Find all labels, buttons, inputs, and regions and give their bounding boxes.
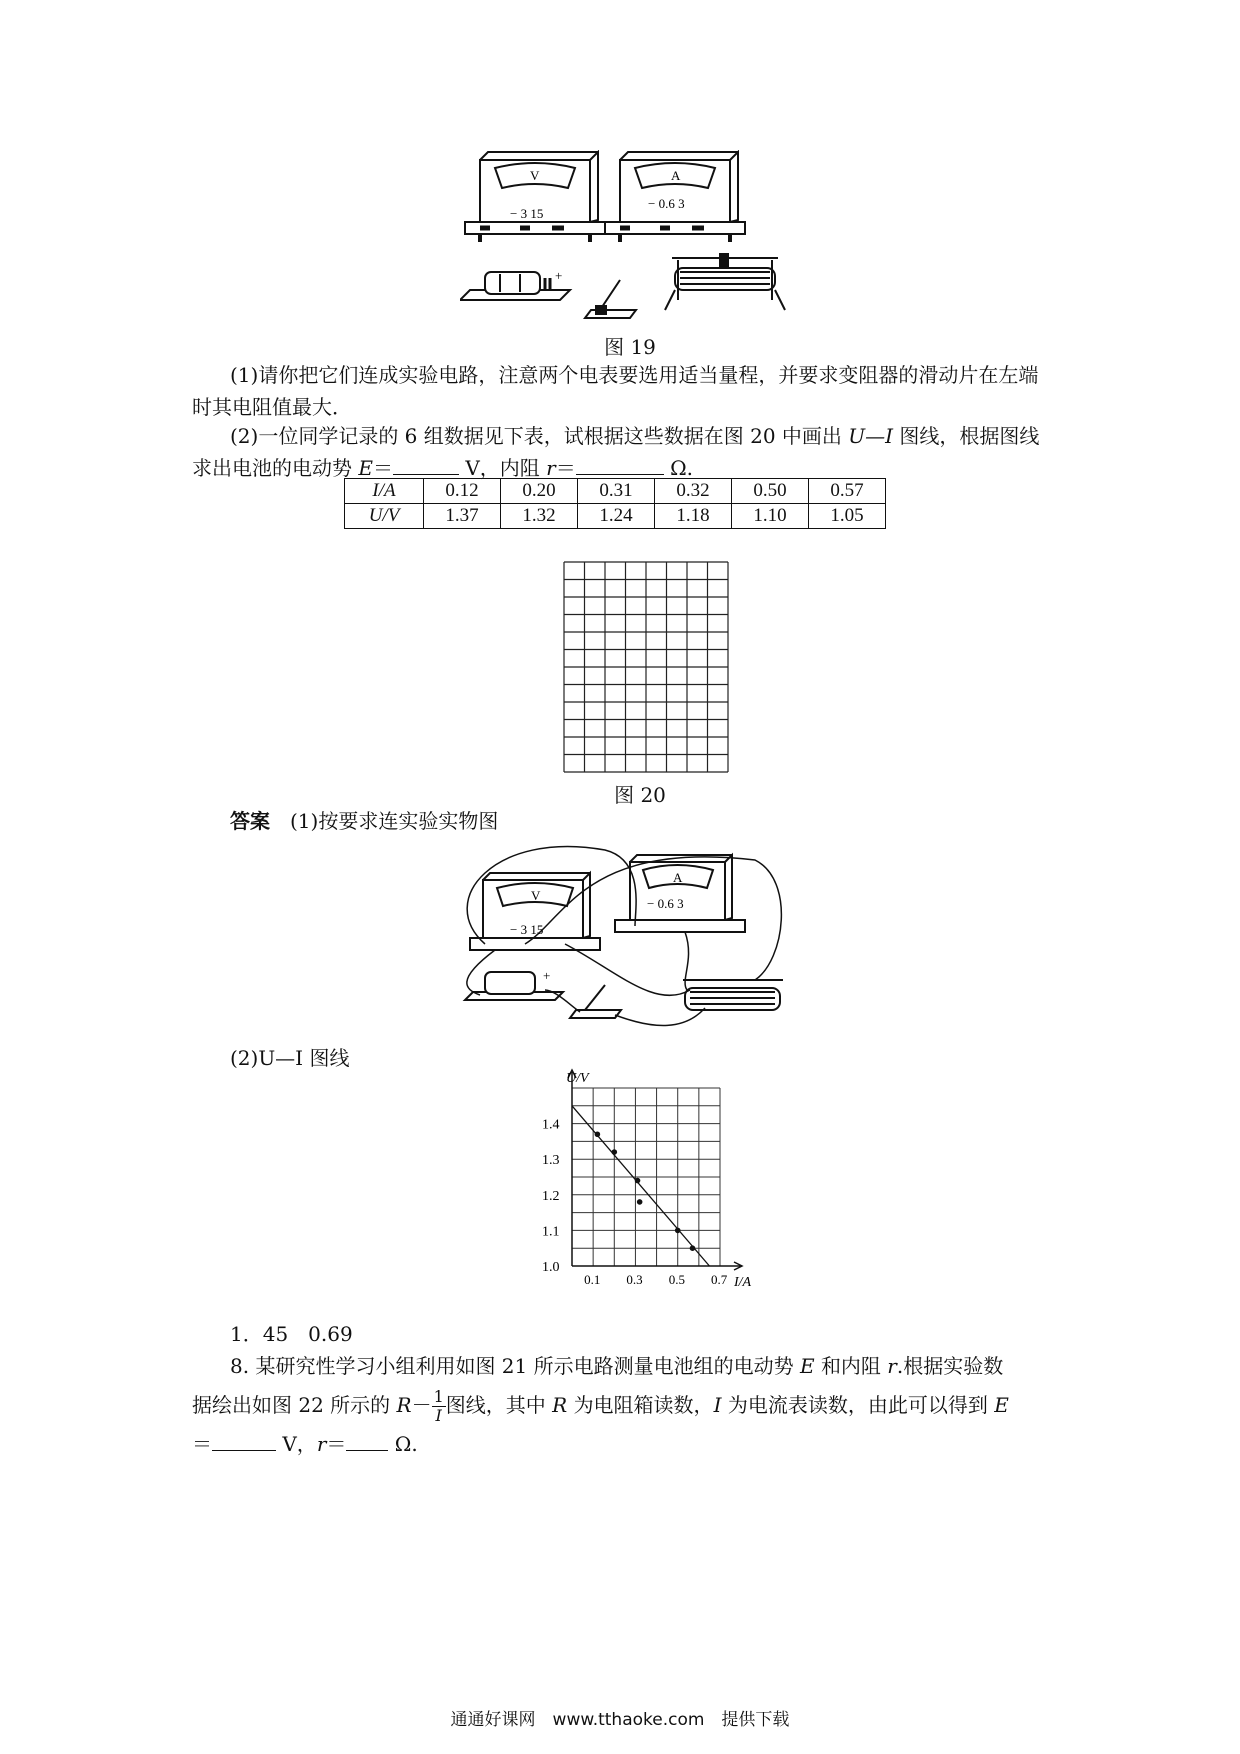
table-cell: 1.24 — [578, 504, 655, 529]
q8-line2-prefix: 据绘出如图 22 所示的 — [192, 1393, 391, 1417]
q8-i-var: I — [713, 1393, 722, 1417]
emf-symbol: E — [358, 456, 373, 480]
fit-line — [572, 1106, 709, 1266]
q8-frac-minus: － — [411, 1393, 432, 1417]
resistance-answer-blank[interactable] — [576, 456, 664, 475]
x-axis-label: I/A — [734, 1275, 752, 1290]
data-point — [611, 1149, 617, 1155]
q8-frac-r: R — [396, 1393, 412, 1417]
battery-drawing — [460, 272, 570, 300]
q8-ohm-unit: Ω. — [394, 1432, 418, 1456]
x-tick-label: 0.1 — [584, 1272, 601, 1287]
q8-line1-suffix: .根据实验数 — [896, 1354, 1004, 1378]
table-cell: 1.05 — [809, 504, 886, 529]
q8-emf-blank[interactable] — [212, 1432, 276, 1451]
table-cell: 0.57 — [809, 479, 886, 504]
q8-frac-numerator: 1 — [433, 1387, 444, 1406]
data-point — [635, 1178, 641, 1184]
question-part-1: (1)请你把它们连成实验电路，注意两个电表要选用适当量程，并要求变阻器的滑动片在左端时其电阻值最大． — [192, 363, 1039, 419]
q8-fraction — [432, 1388, 446, 1425]
q8-line2-mid2: 为电阻箱读数， — [573, 1393, 714, 1417]
answer-circuit-diagram — [455, 840, 840, 1040]
battery-plus-sign: + — [555, 268, 563, 283]
q8-equals-2: ＝ — [326, 1432, 347, 1456]
table-cell: 1.18 — [655, 504, 732, 529]
figure-19-apparatus — [460, 150, 840, 340]
q8-equals: ＝ — [192, 1432, 212, 1456]
answer-part-1 — [230, 805, 498, 837]
y-tick-label: 1.2 — [542, 1188, 560, 1204]
ohm-unit: Ω. — [670, 456, 694, 480]
q8-e-var: E — [994, 1393, 1009, 1417]
y-tick-label: 1.3 — [542, 1153, 560, 1169]
question-8-line-2 — [192, 1388, 1072, 1425]
q8-volt-unit: V， — [282, 1432, 317, 1456]
q8-r-symbol: r — [887, 1354, 897, 1378]
table-cell: 0.20 — [501, 479, 578, 504]
data-point — [595, 1131, 601, 1137]
question-8-line-1 — [192, 1350, 1052, 1382]
emf-answer-blank[interactable] — [393, 456, 459, 475]
figure-20-blank-grid — [563, 561, 729, 773]
figure-19-caption: 图 19 — [604, 335, 656, 359]
table-cell: 0.31 — [578, 479, 655, 504]
voltmeter-symbol: V — [530, 168, 540, 183]
x-tick-label: 0.5 — [668, 1272, 685, 1287]
q8-r-var: R — [552, 1393, 568, 1417]
ammeter-symbol: A — [671, 168, 681, 183]
y-tick-label: 1.1 — [542, 1224, 560, 1240]
table-row-label: U/V — [345, 504, 424, 529]
q8-r-label: r — [316, 1432, 327, 1456]
answer-result: 1．45 0.69 — [230, 1322, 353, 1346]
q8-mid: 和内阻 — [820, 1354, 881, 1378]
voltmeter-terminals: − 3 15 — [510, 206, 544, 221]
data-point — [690, 1245, 696, 1251]
resistance-symbol: r — [546, 456, 556, 480]
data-point — [675, 1228, 681, 1234]
q8-line2-mid3: 为电流表读数，由此可以得到 — [727, 1393, 988, 1417]
y-tick-label: 1.4 — [542, 1117, 560, 1133]
answer-label: 答案 — [230, 809, 270, 833]
question-part-2 — [192, 420, 1050, 484]
answer-voltmeter-symbol: V — [531, 888, 541, 903]
x-tick-label: 0.3 — [626, 1272, 643, 1287]
page-footer: 通通好课网 www.tthaoke.com 提供下载 — [450, 1710, 790, 1730]
table-row-label: I/A — [345, 479, 424, 504]
y-axis-label: U/V — [566, 1071, 589, 1086]
q8-line2-mid: 图线，其中 — [445, 1393, 546, 1417]
part2-variable: U—I — [848, 424, 894, 448]
x-tick-label: 0.7 — [711, 1272, 728, 1287]
table-cell: 0.32 — [655, 479, 732, 504]
part2-mid: 图线，根据图线求出电池的电动势 — [192, 424, 1040, 480]
question-8-line-3 — [192, 1428, 418, 1460]
table-cell: 0.12 — [424, 479, 501, 504]
table-cell: 1.32 — [501, 504, 578, 529]
data-table — [344, 478, 886, 529]
u-i-chart — [520, 1068, 760, 1308]
answer-battery-plus-sign: + — [543, 968, 551, 983]
answer-ammeter-symbol: A — [673, 870, 683, 885]
switch-drawing — [585, 280, 636, 318]
table-cell: 1.37 — [424, 504, 501, 529]
answer-part1-text: (1)按要求连实验实物图 — [290, 809, 499, 833]
answer-part-2: (2)U—I 图线 — [230, 1046, 350, 1070]
answer-ammeter-terminals: − 0.6 3 — [647, 896, 684, 911]
ammeter-terminals: − 0.6 3 — [648, 196, 685, 211]
part2-prefix: (2)一位同学记录的 6 组数据见下表，试根据这些数据在图 20 中画出 — [230, 424, 842, 448]
table-row — [345, 504, 886, 529]
q8-emf-symbol: E — [799, 1354, 815, 1378]
answer-voltmeter-terminals: − 3 15 — [510, 922, 544, 937]
q8-resistance-blank[interactable] — [346, 1432, 388, 1451]
voltmeter-drawing — [465, 152, 605, 242]
q8-frac-denominator: I — [435, 1406, 442, 1425]
figure-20-caption: 图 20 — [614, 783, 666, 807]
table-cell: 0.50 — [732, 479, 809, 504]
volt-unit-text: V，内阻 — [465, 456, 540, 480]
equals-sign-2: ＝ — [555, 456, 576, 480]
y-tick-label: 1.0 — [542, 1260, 560, 1275]
table-cell: 1.10 — [732, 504, 809, 529]
rheostat-drawing — [665, 254, 785, 310]
data-point — [637, 1199, 643, 1205]
q8-line1-prefix: 8. 某研究性学习小组利用如图 21 所示电路测量电池组的电动势 — [230, 1354, 794, 1378]
equals-sign: ＝ — [372, 456, 393, 480]
table-row — [345, 479, 886, 504]
